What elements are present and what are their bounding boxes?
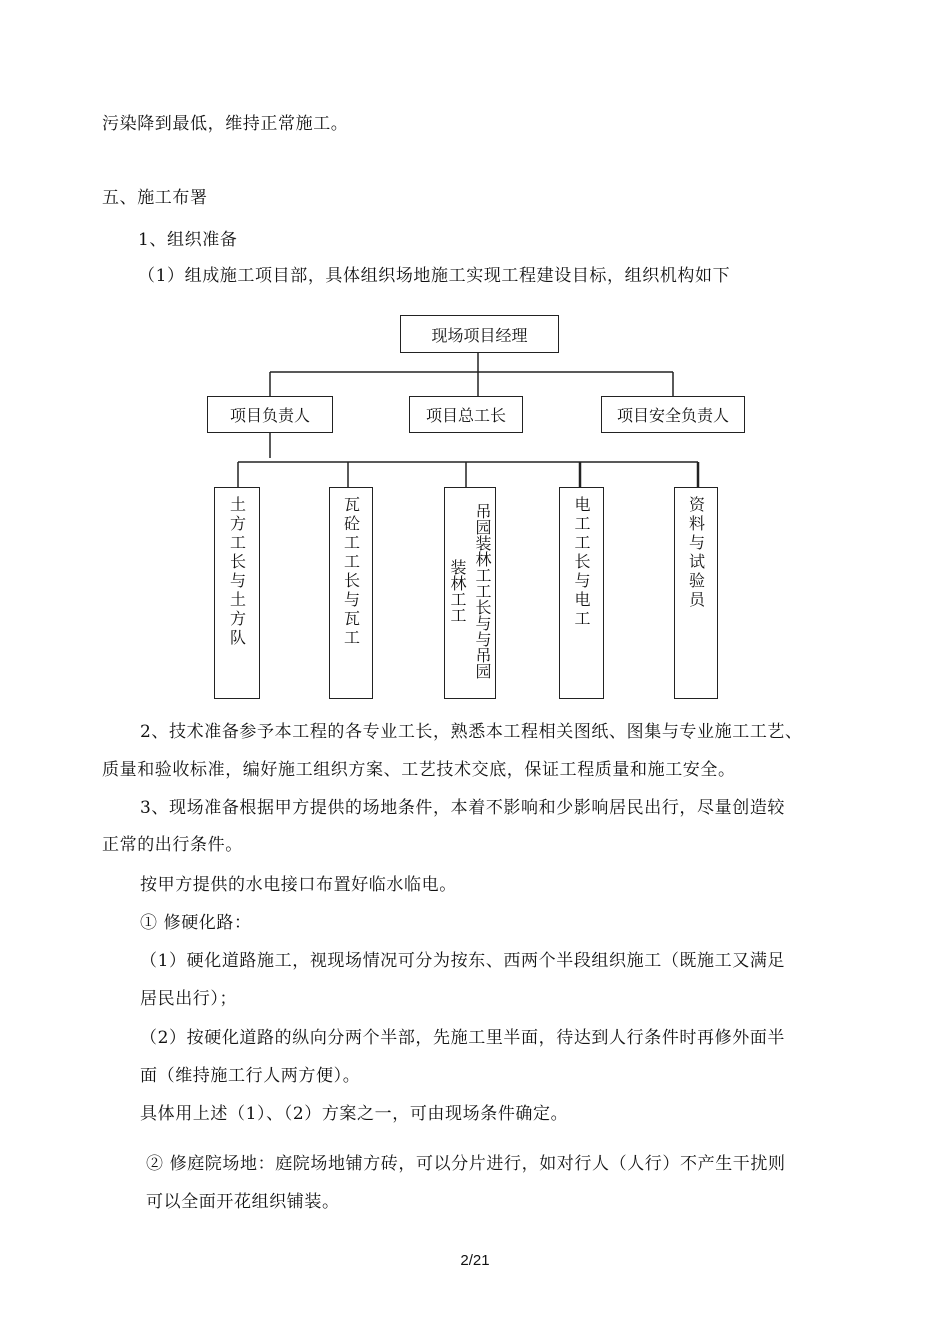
org-box-landscaping [444, 487, 496, 699]
list-item-courtyard-line2: 可以全面开花组织铺装。 [146, 1192, 340, 1212]
paragraph-road-option1-line2: 居民出行）； [140, 989, 238, 1009]
org-box-label: 现场项目经理 [431, 325, 528, 345]
org-box-earthwork [214, 487, 260, 699]
paragraph-road-option2-line1: （2）按硬化道路的纵向分两个半部，先施工里半面，待达到人行条件时再修外面半 [140, 1028, 786, 1048]
org-box-label: 电工工长与电工 [572, 496, 591, 629]
section-heading: 五、施工布署 [102, 188, 208, 208]
list-item-hard-road: ① 修硬化路： [140, 913, 252, 933]
org-box-project-leader [207, 396, 333, 433]
paragraph-site-prep-line1: 3、现场准备根据甲方提供的场地条件，本着不影响和少影响居民出行，尽量创造较 [140, 798, 786, 818]
org-box-documentation [674, 487, 718, 699]
list-item-courtyard-line1: ② 修庭院场地：庭院场地铺方砖，可以分片进行，如对行人（人行）不产生干扰则 [146, 1154, 786, 1174]
page-number: 2/21 [460, 1252, 490, 1269]
paragraph-utilities: 按甲方提供的水电接口布置好临水临电。 [140, 875, 457, 895]
paragraph-road-option2-line2: 面（维持施工行人两方便）。 [140, 1066, 361, 1086]
org-box-label: 项目负责人 [229, 406, 310, 425]
paragraph-tech-prep-line1: 2、技术准备参予本工程的各专业工长，熟悉本工程相关图纸、图集与专业施工工艺、 [140, 722, 803, 742]
paragraph-option-choice: 具体用上述（1）、（2）方案之一，可由现场条件确定。 [140, 1104, 569, 1124]
org-box-chief-foreman [409, 396, 523, 433]
org-box-label: 项目安全负责人 [616, 406, 729, 425]
org-box-project-manager [400, 315, 559, 353]
org-box-masonry [329, 487, 373, 699]
paragraph-tech-prep-line2: 质量和验收标准，编好施工组织方案、工艺技术交底，保证工程质量和施工安全。 [102, 760, 736, 780]
org-box-safety-leader [601, 396, 745, 433]
subsection-heading: 1、组织准备 [138, 230, 238, 250]
org-box-label: 项目总工长 [425, 406, 506, 425]
paragraph-road-option1-line1: （1）硬化道路施工，视现场情况可分为按东、西两个半段组织施工（既施工又满足 [140, 951, 786, 971]
org-box-label: 吊园装林工工长与与吊园装林工工 [448, 503, 492, 679]
paragraph-site-prep-line2: 正常的出行条件。 [102, 835, 243, 855]
org-box-label: 资料与试验员 [686, 496, 706, 610]
paragraph-org-intro: （1）组成施工项目部，具体组织场地施工实现工程建设目标，组织机构如下 [138, 266, 731, 286]
org-box-label: 瓦砼工工长与瓦工 [341, 496, 361, 648]
org-box-electrical [559, 487, 604, 699]
org-box-label: 土方工长与土方队 [227, 496, 247, 648]
paragraph-continuation: 污染降到最低，维持正常施工。 [102, 114, 349, 134]
